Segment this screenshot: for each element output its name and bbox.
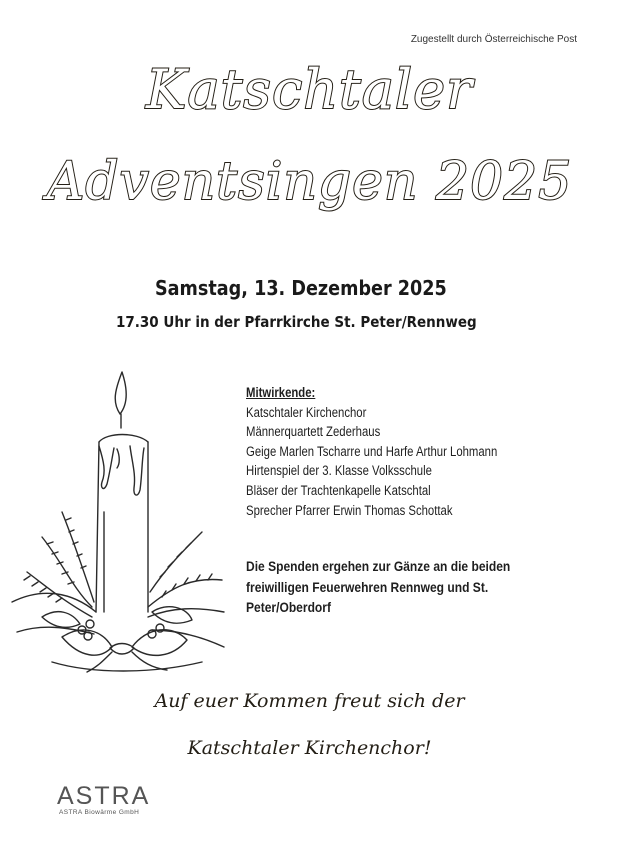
logo-wordmark: ASTRA xyxy=(57,782,151,810)
participants-heading: Mitwirkende: xyxy=(246,385,316,400)
title-line-2: Adventsingen 2025 xyxy=(46,152,573,212)
event-date: Samstag, 13. Dezember 2025 xyxy=(155,276,447,300)
participants-list xyxy=(246,403,497,521)
participant-item: Männerquartett Zederhaus xyxy=(246,424,381,440)
donation-line: Die Spenden ergehen zur Gänze an die beiden xyxy=(246,558,511,574)
participant-item: Sprecher Pfarrer Erwin Thomas Schottak xyxy=(246,502,453,518)
closing-line-1: Auf euer Kommen freut sich der xyxy=(154,690,465,712)
closing-line-2: Katschtaler Kirchenchor! xyxy=(187,737,432,759)
participant-item: Hirtenspiel der 3. Klasse Volksschule xyxy=(246,463,432,479)
donation-note xyxy=(246,556,564,618)
candle-with-holly-icon xyxy=(2,362,228,678)
title-line-1: Katschtaler xyxy=(146,58,473,121)
participant-item: Geige Marlen Tscharre und Harfe Arthur Lohmann xyxy=(246,443,498,459)
participant-item: Bläser der Trachtenkapelle Katschtal xyxy=(246,482,431,498)
participant-item: Katschtaler Kirchenchor xyxy=(246,404,367,420)
logo-subtitle: ASTRA Biowärme GmbH xyxy=(59,809,140,816)
donation-line: freiwilligen Feuerwehren Rennweg und St. xyxy=(246,578,489,595)
astra-logo xyxy=(55,782,165,822)
participants-section xyxy=(246,383,497,520)
event-time-venue: 17.30 Uhr in der Pfarrkirche St. Peter/Rennweg xyxy=(116,313,477,331)
donation-line: Peter/Oberdorf xyxy=(246,599,331,615)
delivery-note: Zugestellt durch Österreichische Post xyxy=(410,34,577,45)
